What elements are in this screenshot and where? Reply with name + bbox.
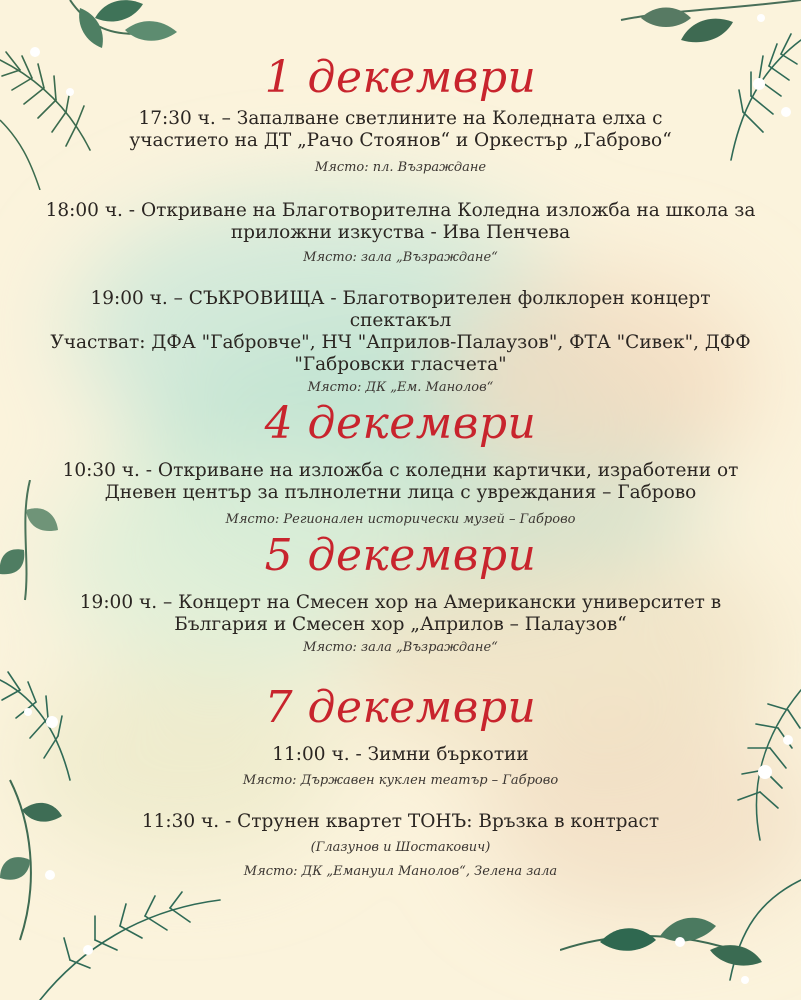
event-place: Място: зала „Възраждане“ (303, 640, 498, 655)
event-description (40, 460, 761, 504)
event-description (40, 288, 761, 376)
event-line: България и Смесен хор „Априлов – Палаузов“ (174, 614, 627, 635)
day-title: 7 декември (264, 682, 537, 733)
event-place: Място: ДК „Ем. Манолов“ (307, 380, 494, 395)
event-description (40, 744, 761, 766)
event-line: 19:00 ч. – Концерт на Смесен хор на Американски университет в (79, 592, 722, 613)
event-place: Място: Регионален исторически музей – Габрово (225, 512, 576, 527)
event-line: 19:00 ч. – СЪКРОВИЩА - Благотворителен фолклорен концерт (90, 288, 711, 309)
day-title: 1 декември (264, 52, 537, 103)
event-description (40, 811, 761, 833)
event-line: 11:00 ч. - Зимни бъркотии (272, 744, 529, 765)
event-note: (Глазунов и Шостакович) (310, 840, 491, 855)
event-line: Участват: ДФА "Габровче", НЧ "Априлов-Палаузов", ФТА "Сивек", ДФФ (50, 332, 751, 353)
event-place: Място: пл. Възраждане (314, 160, 487, 175)
day-title: 4 декември (264, 398, 537, 449)
event-line: 18:00 ч. - Откриване на Благотворителна Коледна изложба на школа за (45, 200, 756, 221)
event-place: Място: ДК „Емануил Манолов“, Зелена зала (243, 864, 558, 879)
event-line: "Габровски гласчета" (294, 354, 507, 375)
event-line: 17:30 ч. – Запалване светлините на Коледната елха с (138, 108, 663, 129)
event-line: Дневен център за пълнолетни лица с увреждания – Габрово (104, 482, 697, 503)
event-line: спектакъл (349, 310, 452, 331)
event-description (40, 592, 761, 636)
event-description (40, 200, 761, 244)
day-title: 5 декември (264, 530, 537, 581)
event-description (40, 108, 761, 152)
event-place: Място: зала „Възраждане“ (303, 250, 498, 265)
event-line: 10:30 ч. - Откриване на изложба с коледни картички, изработени от (62, 460, 739, 481)
event-line: 11:30 ч. - Струнен квартет ТОНЪ: Връзка в контраст (141, 811, 660, 832)
event-place: Място: Държавен куклен театър – Габрово (242, 773, 559, 788)
event-line: приложни изкуства - Ива Пенчева (230, 222, 571, 243)
event-line: участието на ДТ „Рачо Стоянов“ и Оркестър „Габрово“ (129, 130, 672, 151)
